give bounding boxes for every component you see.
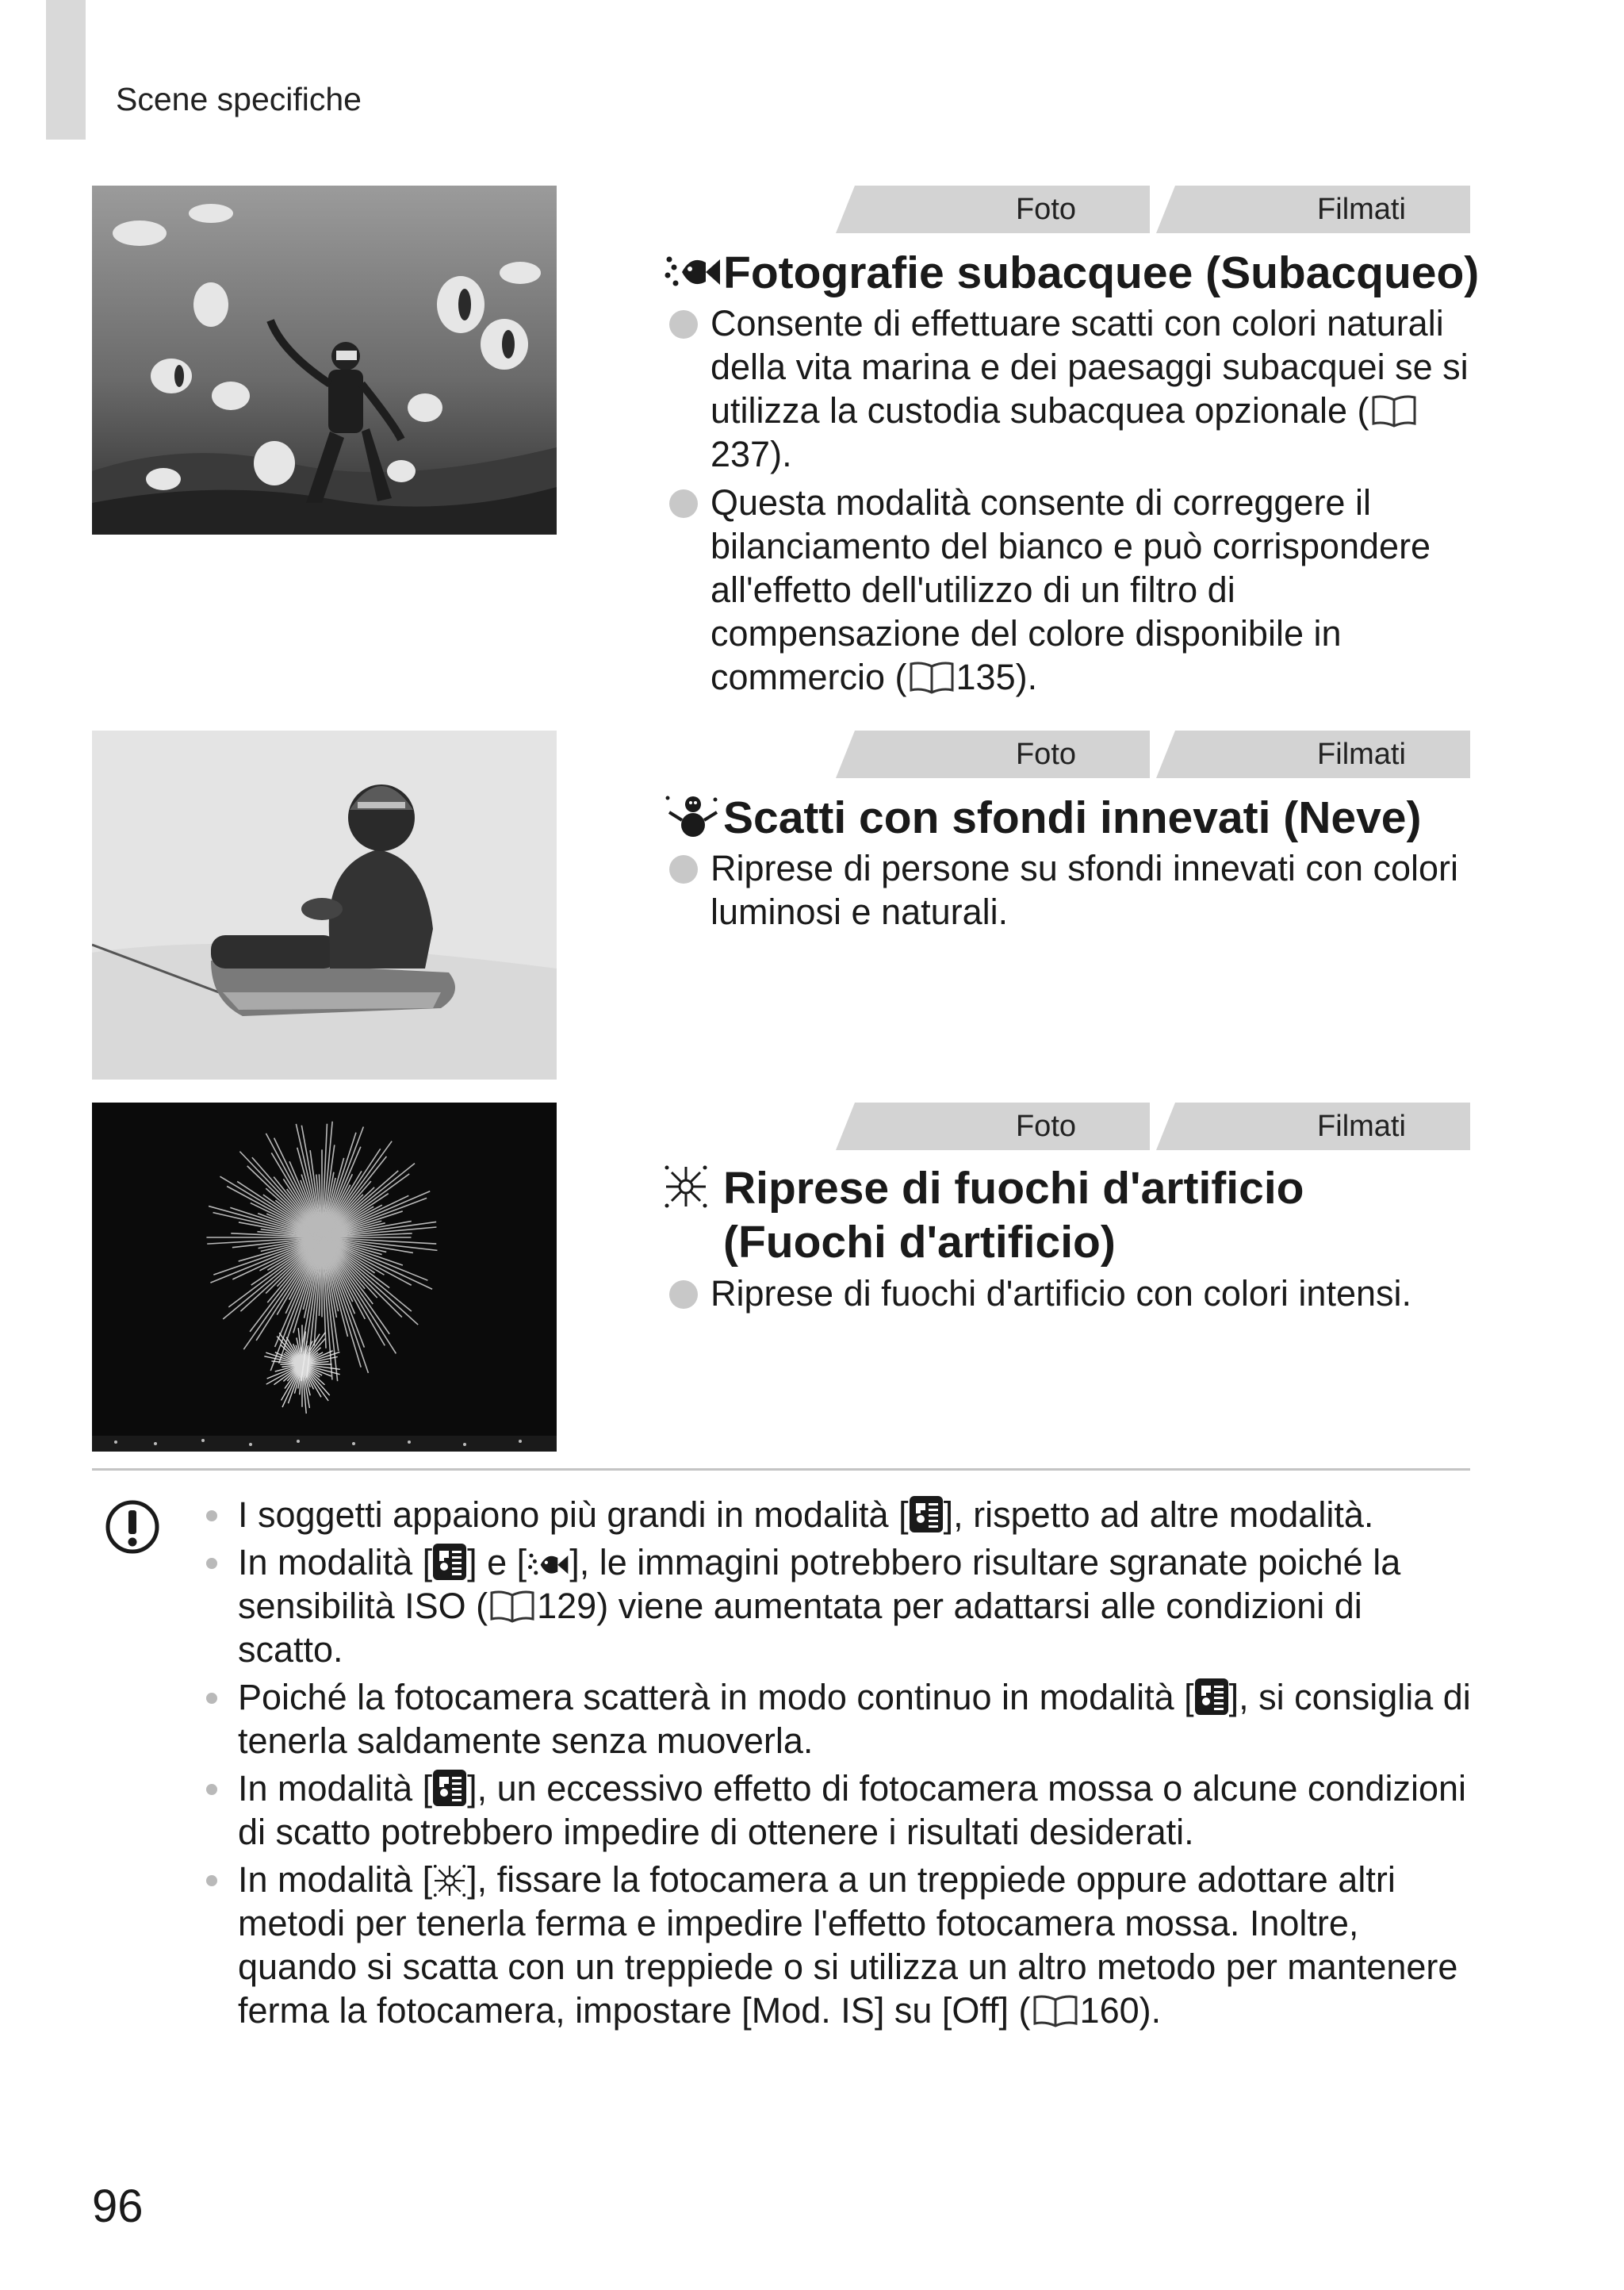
mode-tabs-snow — [836, 731, 1470, 778]
underwater-photo — [92, 186, 557, 535]
handheld-night-scene-icon — [432, 1543, 467, 1581]
caution-icon — [105, 1499, 160, 1555]
side-tab-marker — [46, 0, 86, 140]
snow-bullets — [666, 846, 1475, 938]
underwater-bullets — [666, 301, 1475, 704]
fireworks-bullets — [666, 1272, 1475, 1320]
underwater-fish-icon — [527, 1548, 569, 1581]
caution-notes — [203, 1493, 1472, 2036]
list-item: Riprese di fuochi d'artificio con colori intensi. — [666, 1272, 1475, 1315]
book-reference-icon — [488, 1589, 537, 1624]
mode-tabs-fireworks — [836, 1103, 1470, 1150]
book-reference-icon — [1031, 1993, 1080, 2028]
page-number: 96 — [92, 2181, 144, 2232]
list-item: In modalità [ ] e [ ], le immagini potrebbero risultare sgranate poiché la sensibilità ISO ( 129) viene aumentata per adattarsi alle condizioni di scatto. — [203, 1540, 1472, 1671]
book-reference-icon — [1369, 393, 1419, 428]
handheld-night-scene-icon — [909, 1495, 944, 1533]
fireworks-icon — [432, 1863, 467, 1898]
handheld-night-scene-icon — [432, 1769, 467, 1807]
underwater-fish-icon — [663, 248, 722, 294]
snowman-icon — [663, 793, 722, 839]
snow-title: Scatti con sfondi innevati (Neve) — [663, 791, 1422, 845]
list-item: Riprese di persone su sfondi innevati con colori luminosi e naturali. — [666, 846, 1475, 934]
tab-foto: Foto — [1015, 738, 1077, 771]
tab-foto: Foto — [1015, 1110, 1077, 1143]
list-item: Questa modalità consente di correggere il bilanciamento del bianco e può corrispondere all'effetto dell'utilizzo di un filtro di compensazione del colore disponibile in commercio ( 135). — [666, 481, 1475, 699]
snow-photo — [92, 731, 557, 1080]
fireworks-photo — [92, 1103, 557, 1452]
underwater-title: Fotografie subacquee (Subacqueo) — [663, 246, 1479, 300]
list-item: Consente di effettuare scatti con colori naturali della vita marina e dei paesaggi subacquei se si utilizza la custodia subacquea opzionale (237). — [666, 301, 1475, 476]
book-reference-icon — [907, 660, 956, 695]
tab-filmati: Filmati — [1317, 738, 1406, 771]
divider — [92, 1468, 1470, 1471]
section-header: Scene specifiche — [116, 81, 362, 117]
tab-filmati: Filmati — [1317, 1110, 1406, 1143]
handheld-night-scene-icon — [1194, 1678, 1229, 1716]
list-item: Poiché la fotocamera scatterà in modo continuo in modalità [ ], si consiglia di tenerla saldamente senza muoverla. — [203, 1675, 1472, 1763]
tab-foto: Foto — [1015, 193, 1077, 226]
list-item: I soggetti appaiono più grandi in modalità [ ], rispetto ad altre modalità. — [203, 1493, 1472, 1536]
fireworks-icon — [663, 1164, 722, 1210]
list-item: In modalità [ ], fissare la fotocamera a un treppiede oppure adottare altri metodi per tenerla ferma e impedire l'effetto fotocamera mossa. Inoltre, quando si scatta con un treppiede o si utilizza un altro metodo per mantenere ferma la fotocamera, impostare [Mod. IS] su [Off] ( 160). — [203, 1858, 1472, 2032]
list-item: In modalità [ ], un eccessivo effetto di fotocamera mossa o alcune condizioni di scatto potrebbero impedire di ottenere i risultati desiderati. — [203, 1766, 1472, 1854]
fireworks-title: Riprese di fuochi d'artificio (Fuochi d'artificio) — [663, 1161, 1304, 1269]
tab-filmati: Filmati — [1317, 193, 1406, 226]
mode-tabs-underwater — [836, 186, 1470, 233]
